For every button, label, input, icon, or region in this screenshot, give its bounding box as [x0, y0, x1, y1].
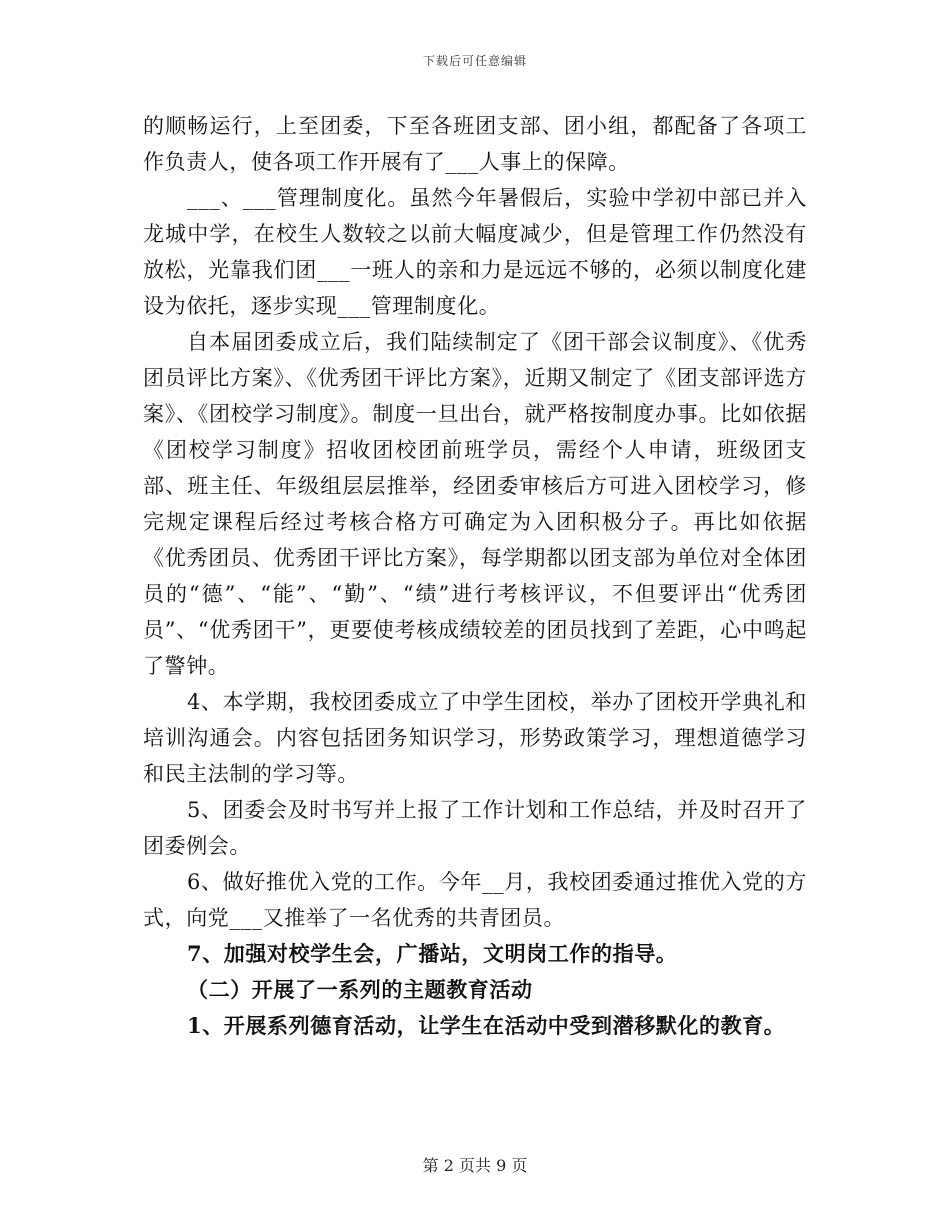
document-body	[143, 108, 807, 1044]
subsection-heading-1: 1、开展系列德育活动，让学生在活动中受到潜移默化的教育。	[187, 1013, 786, 1038]
paragraph-item-4: 4、本学期，我校团委成立了中学生团校，举办了团校开学典礼和培训沟通会。内容包括团务知识学习，形势政策学习，理想道德学习和民主法制的学习等。	[143, 690, 807, 786]
page-header: 下载后可任意编辑	[422, 54, 527, 68]
paragraph-regulations: 自本届团委成立后，我们陆续制定了《团干部会议制度》、《优秀团员评比方案》、《优秀团干评比方案》，近期又制定了《团支部评选方案》、《团校学习制度》。制度一旦出台，就严格按制度办事。比如依据《团校学习制度》招收团校团前班学员，需经个人申请，班级团支部、班主任、年级组层层推举，经团委审核后方可进入团校学习，修完规定课程后经过考核合格方可确定为入团积极分子。再比如依据《优秀团员、优秀团干评比方案》，每学期都以团支部为单位对全体团员的“德”、“能”、“勤”、“绩”进行考核评议，不但要评出“优秀团员”、“优秀团干”，更要使考核成绩较差的团员找到了差距，心中鸣起了警钟。	[143, 330, 807, 678]
section-heading-2: （二）开展了一系列的主题教育活动	[187, 977, 533, 1002]
paragraph-continuation: 的顺畅运行，上至团委，下至各班团支部、团小组，都配备了各项工作负责人，使各项工作开展有了___人事上的保障。	[143, 114, 807, 174]
page-footer: 第 2 页共 9 页	[422, 1156, 528, 1175]
paragraph-management-system: ___、___管理制度化。虽然今年暑假后，实验中学初中部已并入龙城中学，在校生人数较之以前大幅度减少，但是管理工作仍然没有放松，光靠我们团___一班人的亲和力是远远不够的，必须以制度化建设为依托，逐步实现___管理制度化。	[143, 186, 807, 318]
paragraph-item-7: 7、加强对校学生会，广播站，文明岗工作的指导。	[187, 941, 678, 966]
paragraph-item-6: 6、做好推优入党的工作。今年__月，我校团委通过推优入党的方式，向党___又推举了一名优秀的共青团员。	[143, 870, 807, 930]
paragraph-item-5: 5、团委会及时书写并上报了工作计划和工作总结，并及时召开了团委例会。	[143, 798, 807, 858]
